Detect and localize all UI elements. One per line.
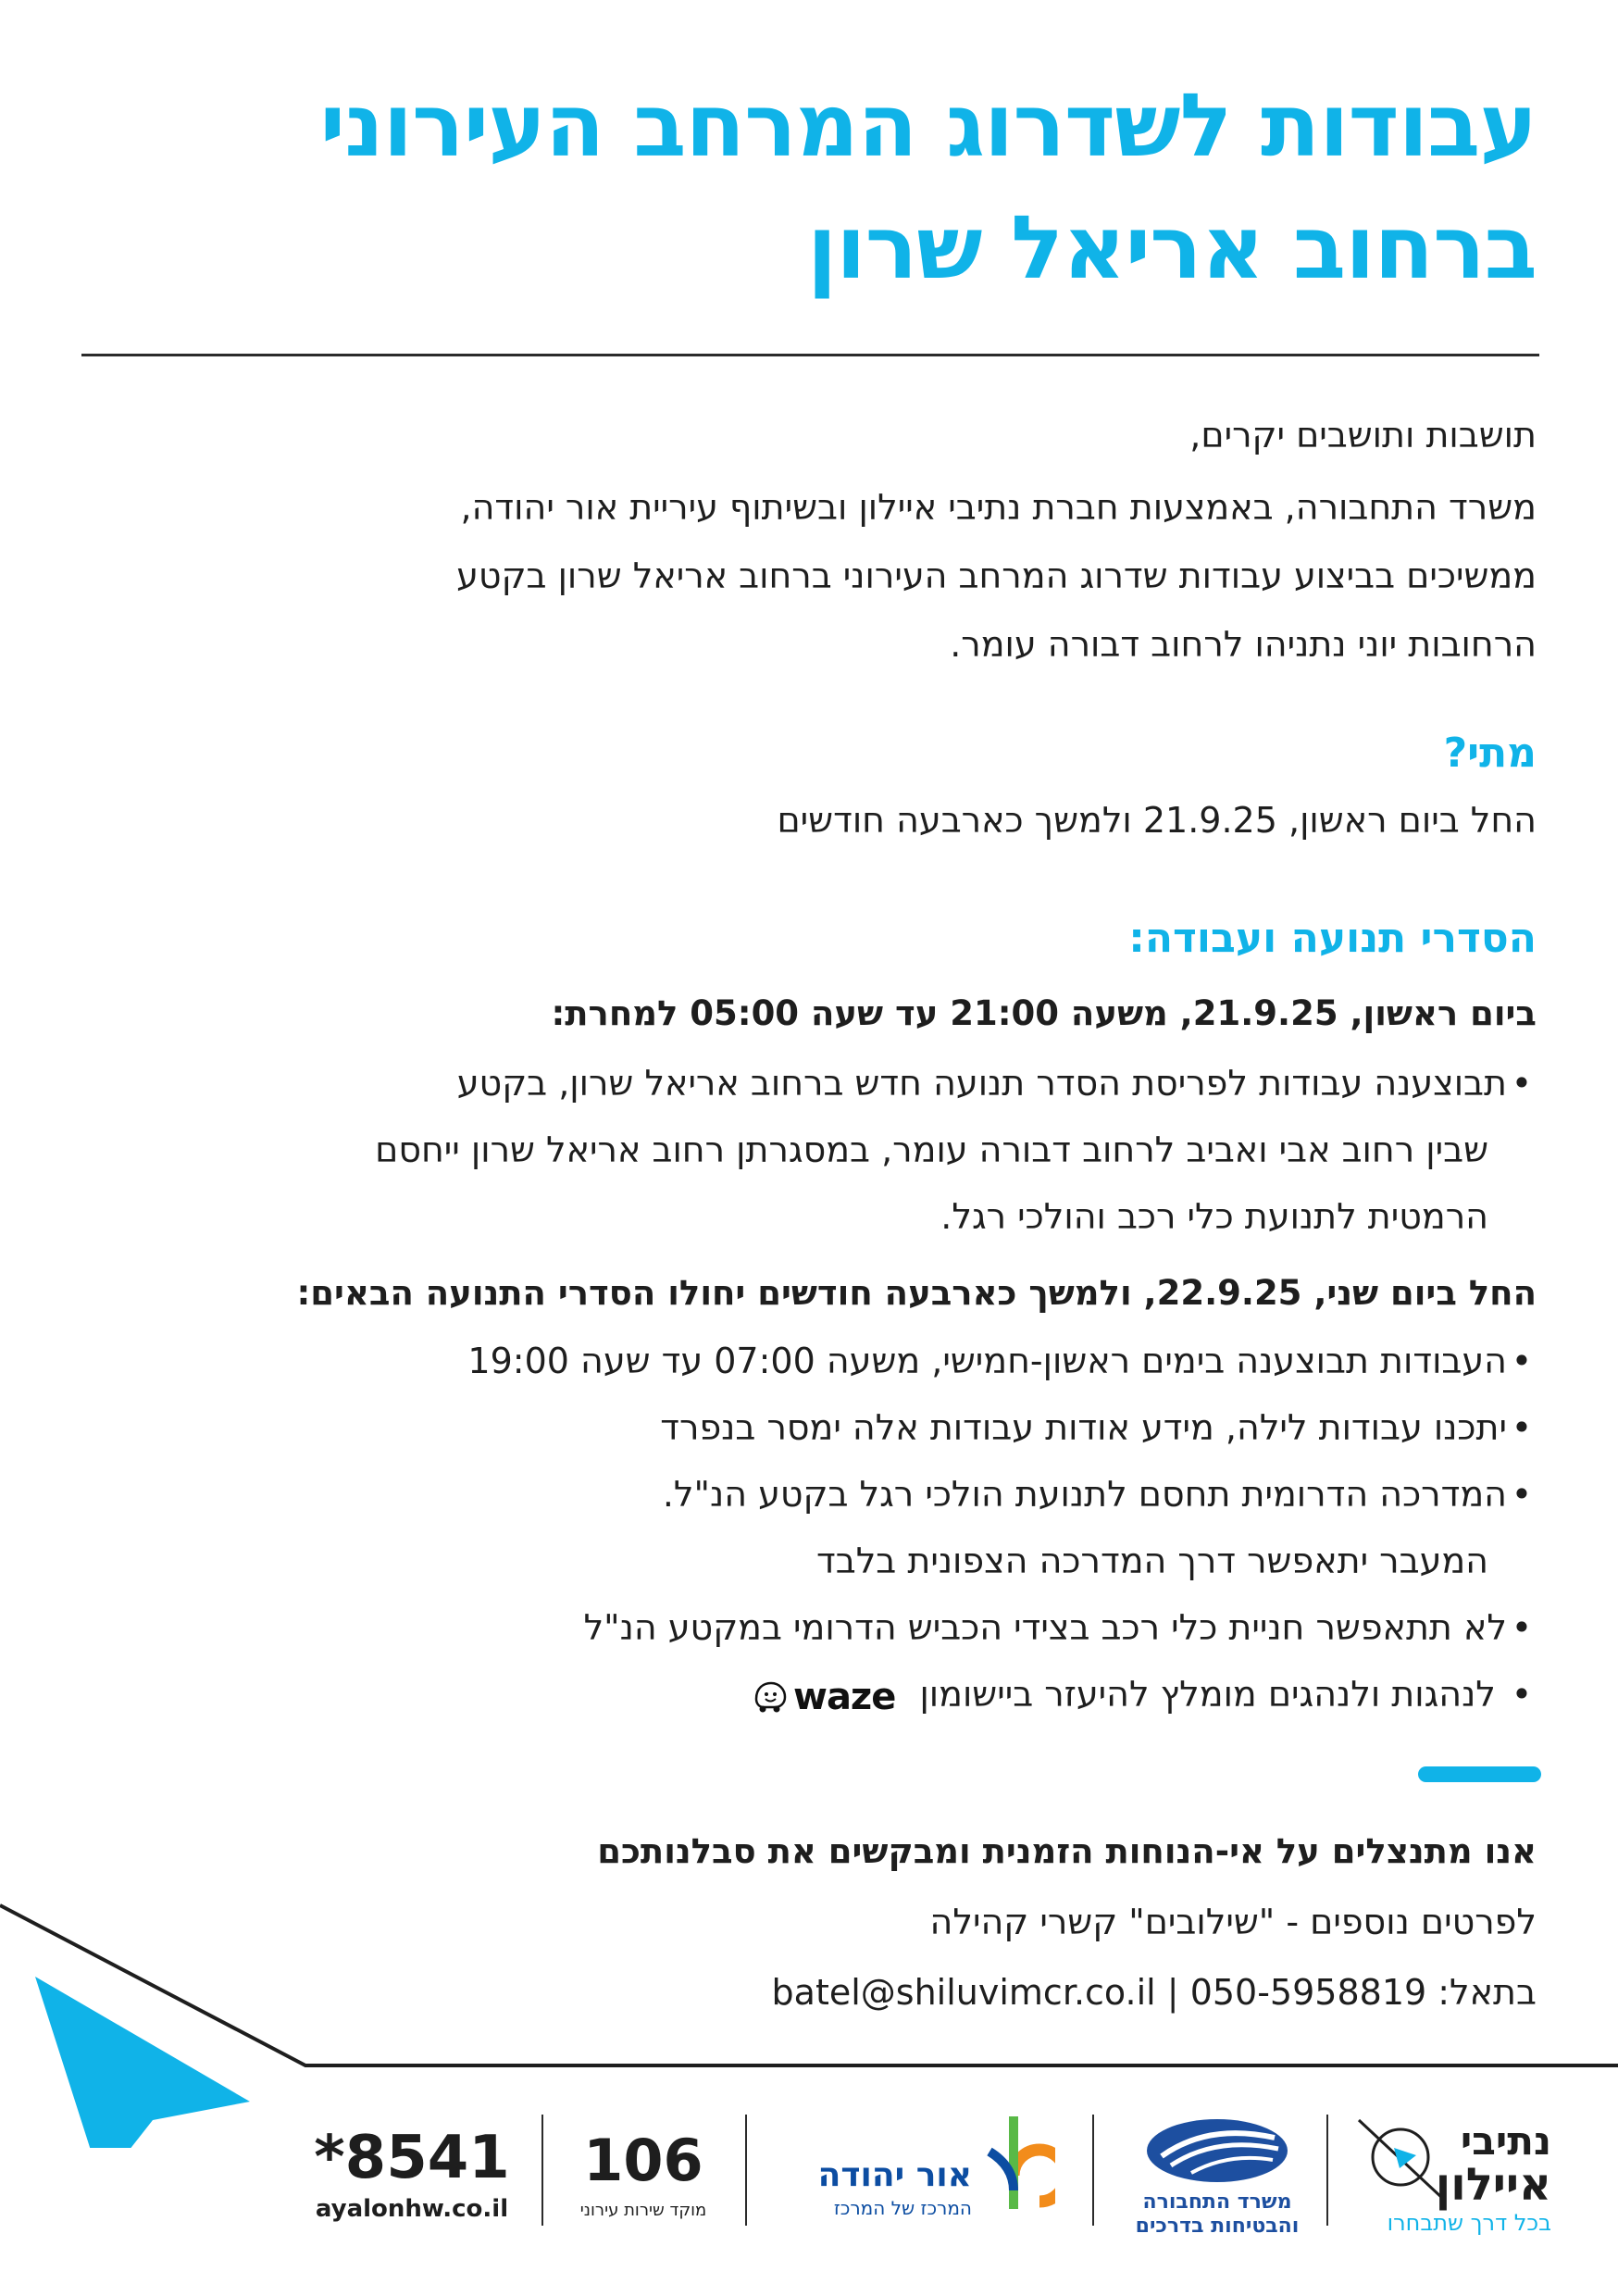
bullet-night-work <box>74 1409 1537 1448</box>
bullet-waze <box>74 1676 1537 1717</box>
first-bullet <box>74 1065 1537 1104</box>
waze-wordmark: waze <box>792 1675 896 1718</box>
city-hotline-number: 106 <box>583 2127 703 2194</box>
footer-divider-2 <box>1092 2115 1094 2226</box>
footer-divider-1 <box>1326 2115 1328 2226</box>
ministry-logo <box>1134 2115 1301 2236</box>
city-hotline-label: מוקד שירות עירוני <box>579 2201 707 2220</box>
title-divider <box>81 354 1539 356</box>
bullet-sidewalk-text: המדרכה הדרומית תחסם לתנועת הולכי רגל בקטע הנ"ל. <box>662 1474 1507 1515</box>
when-heading: מתי? <box>1443 730 1537 777</box>
bullet-sidewalk-continuation: המעבר יתאפשר דרך המדרכה הצפונית בלבד <box>816 1541 1488 1581</box>
or-yehuda-emblem-icon <box>977 2113 1055 2215</box>
intro-line-3: הרחובות יוני נתניהו לרחוב דבורה עומר. <box>950 624 1537 665</box>
contact-text: בתאל: 050-5958819 | batel@shiluvimcr.co.il <box>771 1972 1537 2013</box>
diagonal-rule <box>0 1902 1618 2065</box>
first-bullet-line-3: הרמטית לתנועת כלי רכב והולכי רגל. <box>940 1196 1488 1237</box>
or-yehuda-slogan: המרכז של המרכז <box>833 2197 972 2219</box>
arrangements-heading: הסדרי תנועה ועבודה: <box>1128 915 1537 962</box>
website-text: ayalonhw.co.il <box>315 2195 509 2223</box>
bullet-work-hours-text: העבודות תבוצענה בימים ראשון-חמישי, משעה 07:00 עד שעה 19:00 <box>467 1341 1507 1381</box>
section-accent-bar <box>1418 1766 1541 1782</box>
ministry-name-line-1: משרד התחבורה <box>1142 2190 1292 2214</box>
page-title-line-1: עבודות לשדרוג המרחב העירוני <box>319 76 1537 177</box>
or-yehuda-name: אור יהודה <box>817 2156 972 2194</box>
intro-greeting: תושבות ותושבים יקרים, <box>1189 415 1537 455</box>
waze-logo <box>751 1677 895 1717</box>
first-night-subheading: ביום ראשון, 21.9.25, משעה 21:00 עד שעה 05:00 למחרת: <box>551 993 1537 1033</box>
footer-decor <box>0 1889 1618 2148</box>
bullet-work-hours <box>74 1342 1537 1381</box>
bullet-sidewalk <box>74 1476 1537 1515</box>
intro-line-2: ממשיכים בביצוע עבודות שדרוג המרחב העירוני ברחוב אריאל שרון בקטע <box>456 555 1537 596</box>
ayalon-name-line-1: נתיבי <box>1460 2118 1551 2164</box>
or-yehuda-logo <box>778 2113 1055 2233</box>
apology-text: אנו מתנצלים על אי-הנוחות הזמנית ומבקשים את סבלנותכם <box>597 1831 1537 1871</box>
bullet-parking-text: לא תתאפשר חניית כלי רכב בצידי הכביש הדרומי במקטע הנ"ל <box>583 1607 1507 1648</box>
ongoing-subheading: החל ביום שני, 22.9.25, ולמשך כארבעה חודשים יחולו הסדרי התנועה הבאים: <box>296 1273 1537 1313</box>
waze-icon <box>751 1680 788 1714</box>
bullet-night-work-text: יתכנו עבודות לילה, מידע אודות עבודות אלה ימסר בנפרד <box>660 1407 1507 1448</box>
intro-line-1: משרד התחבורה, באמצעות חברת נתיבי איילון ובשיתוף עיריית אור יהודה, <box>460 487 1537 528</box>
ministry-emblem-icon <box>1143 2115 1291 2185</box>
arrow-pointer-icon <box>35 1977 250 2148</box>
star-number: *8541 <box>314 2124 510 2192</box>
first-bullet-line-2: שבין רחוב אבי ואביב לרחוב דבורה עומר, במסגרתן רחוב אריאל שרון ייחסם <box>375 1129 1488 1170</box>
when-text: החל ביום ראשון, 21.9.25 ולמשך כארבעה חודשים <box>777 800 1537 841</box>
ayalon-logo <box>1348 2113 1551 2236</box>
ayalon-name-line-2: איילון <box>1435 2159 1551 2211</box>
footer-divider-3 <box>745 2115 747 2226</box>
page-title-line-2: ברחוב אריאל שרון <box>807 198 1537 299</box>
ayalon-slogan: בכל דרך שתבחרו <box>1387 2210 1551 2236</box>
bullet-parking <box>74 1609 1537 1648</box>
ministry-name-line-2: והבטיחות בדרכים <box>1135 2215 1300 2238</box>
first-bullet-line-1: תבוצענה עבודות לפריסת הסדר תנועה חדש ברחוב אריאל שרון, בקטע <box>456 1063 1507 1104</box>
bullet-waze-text: לנהגות ולנהגים מומלץ להיעזר ביישומון <box>919 1674 1496 1715</box>
footer-divider-4 <box>541 2115 543 2226</box>
more-details-text: לפרטים נוספים - "שילובים" קשרי קהילה <box>929 1902 1537 1942</box>
